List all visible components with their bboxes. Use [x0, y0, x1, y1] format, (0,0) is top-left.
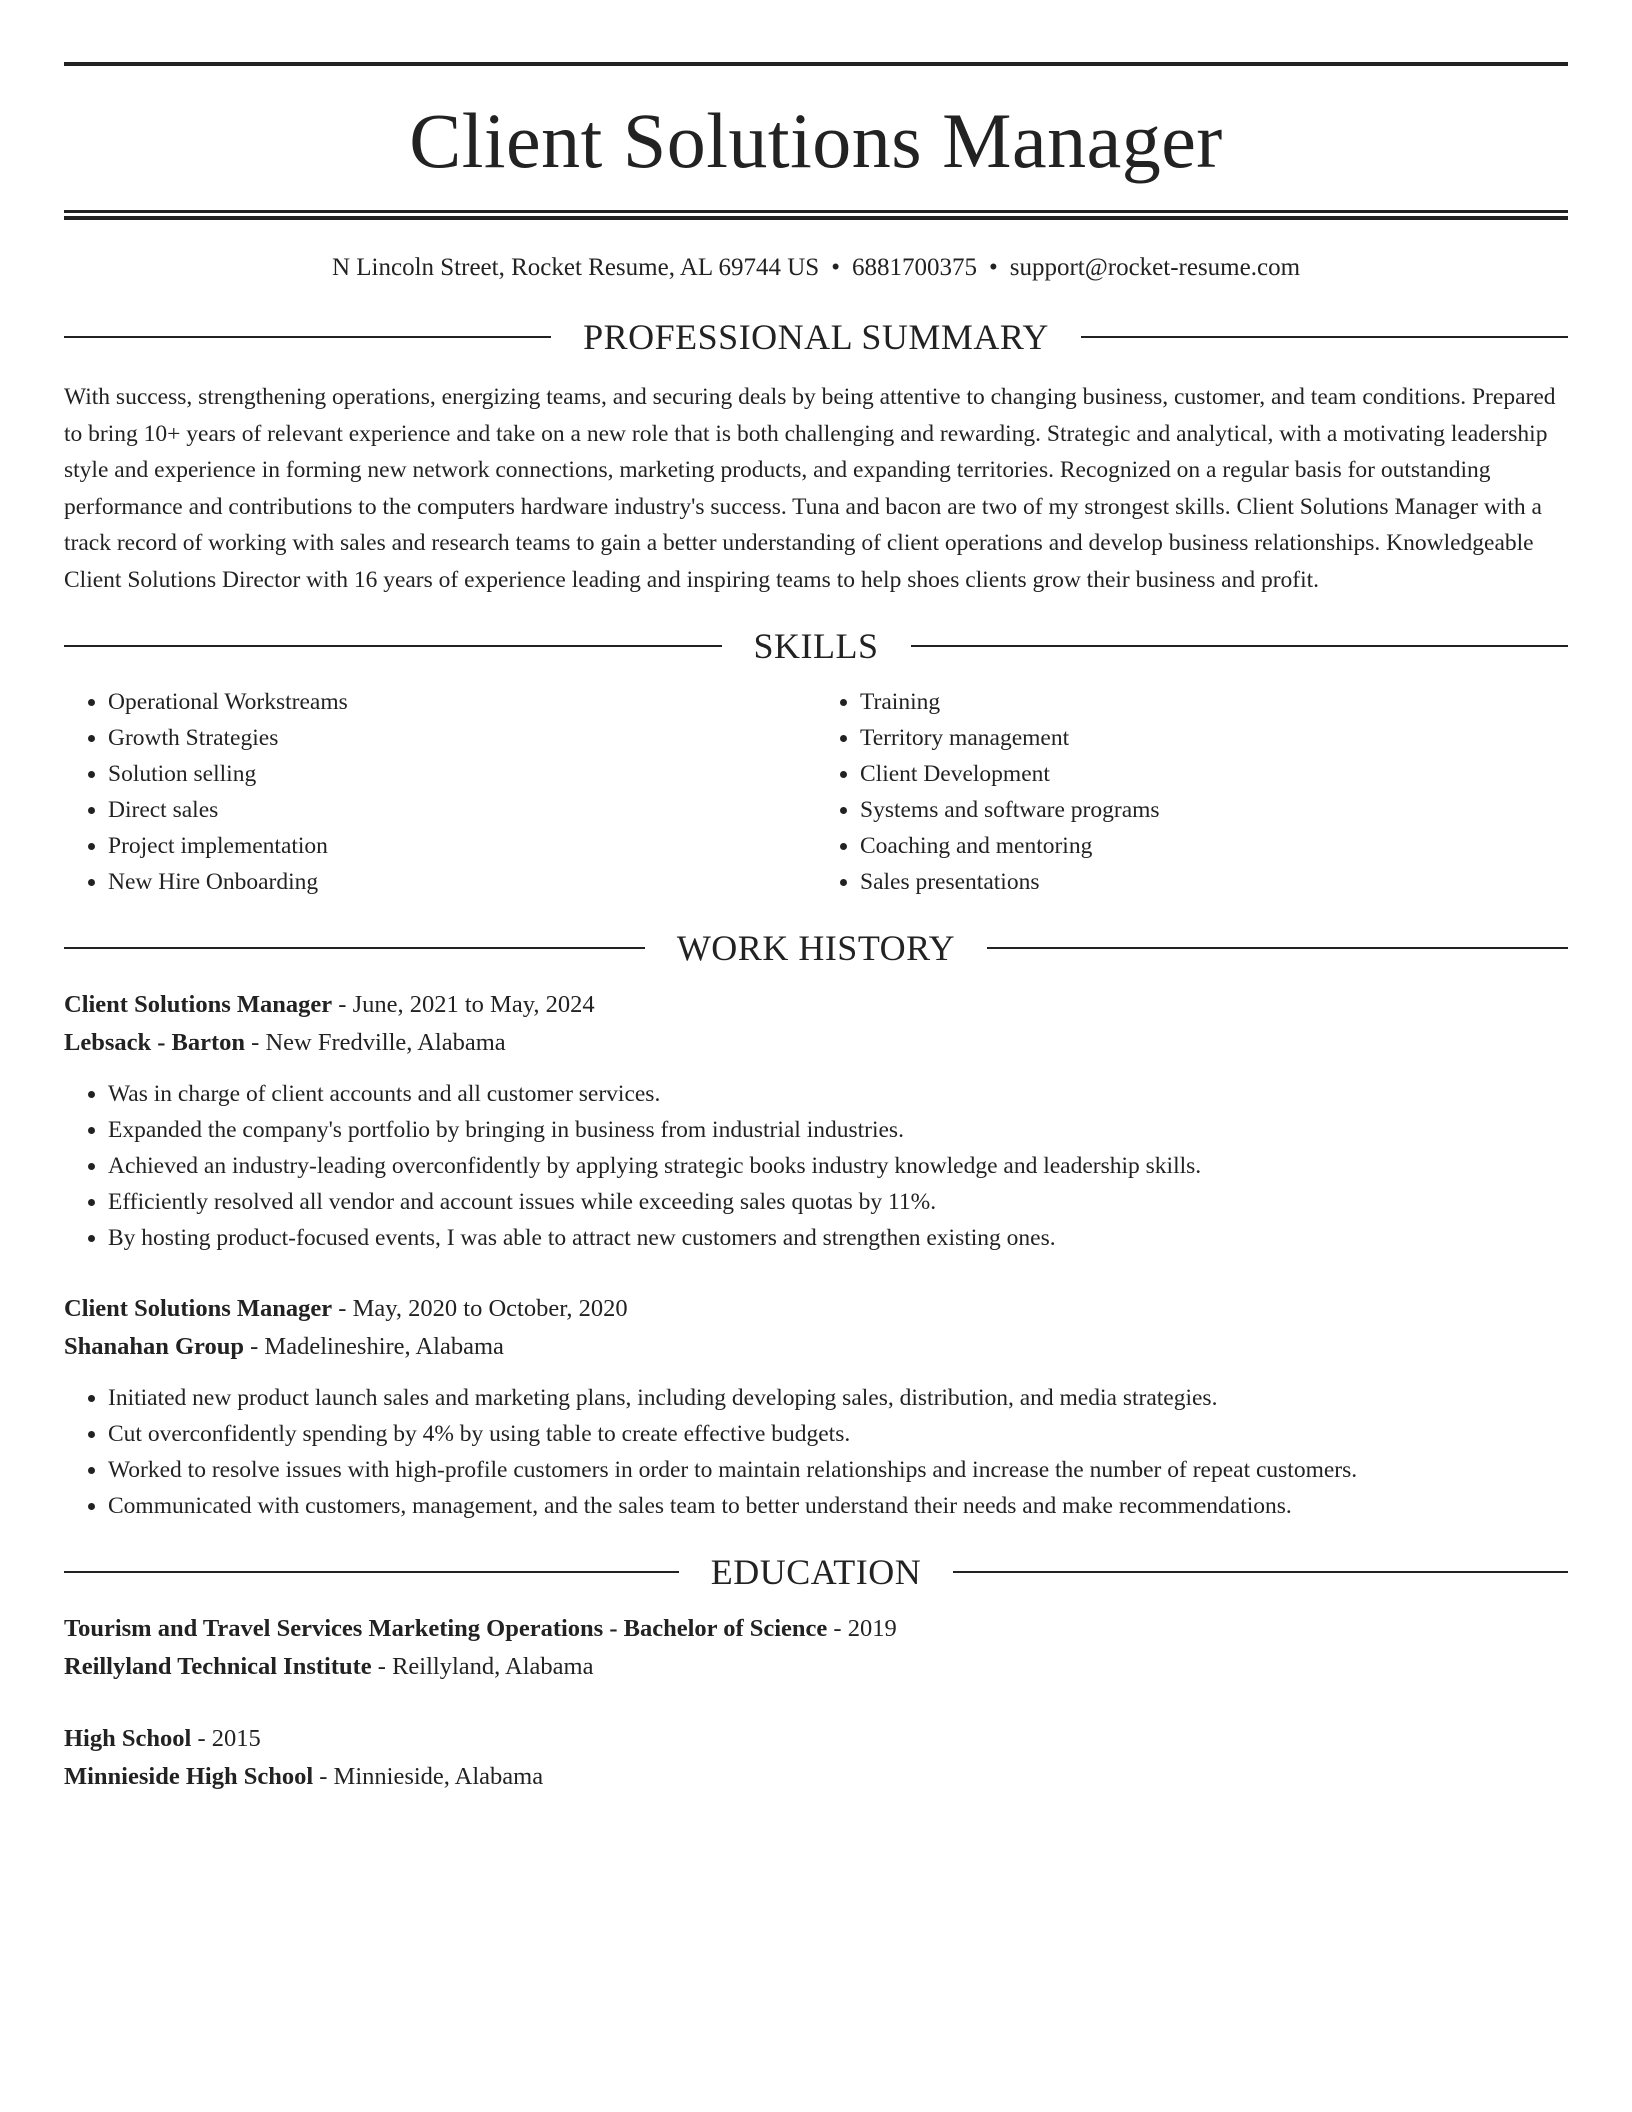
skill-item: • Direct sales [108, 792, 816, 828]
heading-rule-left [64, 336, 551, 338]
job-bullet: • Efficiently resolved all vendor and account issues while exceeding sales quotas by 11%. [108, 1184, 1568, 1220]
skill-item: • Training [860, 684, 1568, 720]
job-bullet: • Expanded the company's portfolio by bringing in business from industrial industries. [108, 1112, 1568, 1148]
skill-item: • Coaching and mentoring [860, 828, 1568, 864]
job-company-line [64, 1328, 1568, 1366]
heading-rule-right [911, 645, 1569, 647]
education-entry [64, 1610, 1568, 1686]
title-double-rule [64, 210, 1568, 220]
skill-item: • Sales presentations [860, 864, 1568, 900]
heading-rule-left [64, 645, 722, 647]
job-dates: - June, 2021 to May, 2024 [332, 991, 595, 1018]
job-bullets [64, 1076, 1568, 1256]
job-company: Lebsack - Barton [64, 1029, 246, 1056]
education-entry [64, 1720, 1568, 1796]
job-title: Client Solutions Manager [64, 991, 333, 1018]
contact-separator: • [988, 254, 998, 281]
heading-rule-right [1081, 336, 1568, 338]
skill-item: • Operational Workstreams [108, 684, 816, 720]
skills-list-right [816, 684, 1568, 900]
skills-columns [64, 684, 1568, 900]
job-bullet: • Achieved an industry-leading overconfidently by applying strategic books industry knowledge and leadership skills. [108, 1148, 1568, 1184]
job-title-line [64, 1290, 1568, 1328]
contact-separator: • [831, 254, 840, 281]
skill-item: • Client Development [860, 756, 1568, 792]
job-title: Client Solutions Manager [64, 1295, 333, 1322]
contact-line [64, 253, 1568, 283]
education-location: - Reillyland, Alabama [371, 1653, 594, 1680]
skills-list-left [64, 684, 816, 900]
skills-heading [64, 628, 1568, 664]
job-title-line [64, 986, 1568, 1024]
education-location: - Minnieside, Alabama [313, 1763, 544, 1790]
skill-item: • Growth Strategies [108, 720, 816, 756]
contact-address: N Lincoln Street, Rocket Resume, AL 69744 US [331, 254, 820, 281]
education-school: Minnieside High School [64, 1763, 314, 1790]
skill-item: • New Hire Onboarding [108, 864, 816, 900]
education-year: - 2015 [191, 1725, 261, 1752]
education-school: Reillyland Technical Institute [64, 1653, 372, 1680]
job-bullet: • By hosting product-focused events, I was able to attract new customers and strengthen existing ones. [108, 1220, 1568, 1256]
job-entry [64, 1290, 1568, 1524]
education-degree-line [64, 1720, 1568, 1758]
job-bullets [64, 1380, 1568, 1524]
contact-email: support@rocket-resume.com [1009, 254, 1301, 281]
summary-text: With success, strengthening operations, energizing teams, and securing deals by being attentive to changing business, customer, and team conditions. Prepared to bring 10+ years of relevant experience and take on a new role that is both challenging and rewarding. Strategic and analytical, with a motivating leadership style and experience in forming new network connections, marketing products, and expanding territories. Recognized on a regular basis for outstanding performance and contributions to the computers hardware industry's success. Tuna and bacon are two of my strongest skills. Client Solutions Manager with a track record of working with sales and research teams to gain a better understanding of client operations and develop business relationships. Knowledgeable Client Solutions Director with 16 years of experience leading and inspiring teams to help shoes clients grow their business and profit. [64, 384, 1556, 593]
skill-item: • Project implementation [108, 828, 816, 864]
heading-rule-right [953, 1571, 1568, 1573]
job-location: - New Fredville, Alabama [245, 1029, 506, 1056]
heading-rule-left [64, 947, 645, 949]
job-dates: - May, 2020 to October, 2020 [332, 1295, 628, 1322]
education-heading-label: EDUCATION [710, 1552, 922, 1592]
heading-rule-right [987, 947, 1568, 949]
education-year: - 2019 [827, 1615, 897, 1642]
work-heading [64, 930, 1568, 966]
summary-heading [64, 319, 1568, 355]
summary-heading-label: PROFESSIONAL SUMMARY [583, 317, 1049, 357]
skills-heading-label: SKILLS [753, 626, 879, 666]
education-heading [64, 1554, 1568, 1590]
contact-phone: 6881700375 [851, 254, 977, 281]
job-company-line [64, 1024, 1568, 1062]
education-degree: Tourism and Travel Services Marketing Operations - Bachelor of Science [64, 1615, 828, 1642]
resume-title: Client Solutions Manager [409, 97, 1223, 184]
education-degree-line [64, 1610, 1568, 1648]
job-company: Shanahan Group [64, 1333, 244, 1360]
education-school-line [64, 1758, 1568, 1796]
top-rule [64, 62, 1568, 66]
skill-item: • Solution selling [108, 756, 816, 792]
job-bullet: • Worked to resolve issues with high-profile customers in order to maintain relationships and increase the number of repeat customers. [108, 1452, 1568, 1488]
skill-item: • Territory management [860, 720, 1568, 756]
heading-rule-left [64, 1571, 679, 1573]
job-bullet: • Was in charge of client accounts and all customer services. [108, 1076, 1568, 1112]
education-school-line [64, 1648, 1568, 1686]
job-bullet: • Initiated new product launch sales and marketing plans, including developing sales, distribution, and media strategies. [108, 1380, 1568, 1416]
job-entry [64, 986, 1568, 1256]
job-location: - Madelineshire, Alabama [244, 1333, 504, 1360]
skill-item: • Systems and software programs [860, 792, 1568, 828]
education-degree: High School [64, 1725, 192, 1752]
job-bullet: • Communicated with customers, management, and the sales team to better understand their needs and make recommendations. [108, 1488, 1568, 1524]
work-heading-label: WORK HISTORY [676, 928, 956, 968]
job-bullet: • Cut overconfidently spending by 4% by using table to create effective budgets. [108, 1416, 1568, 1452]
